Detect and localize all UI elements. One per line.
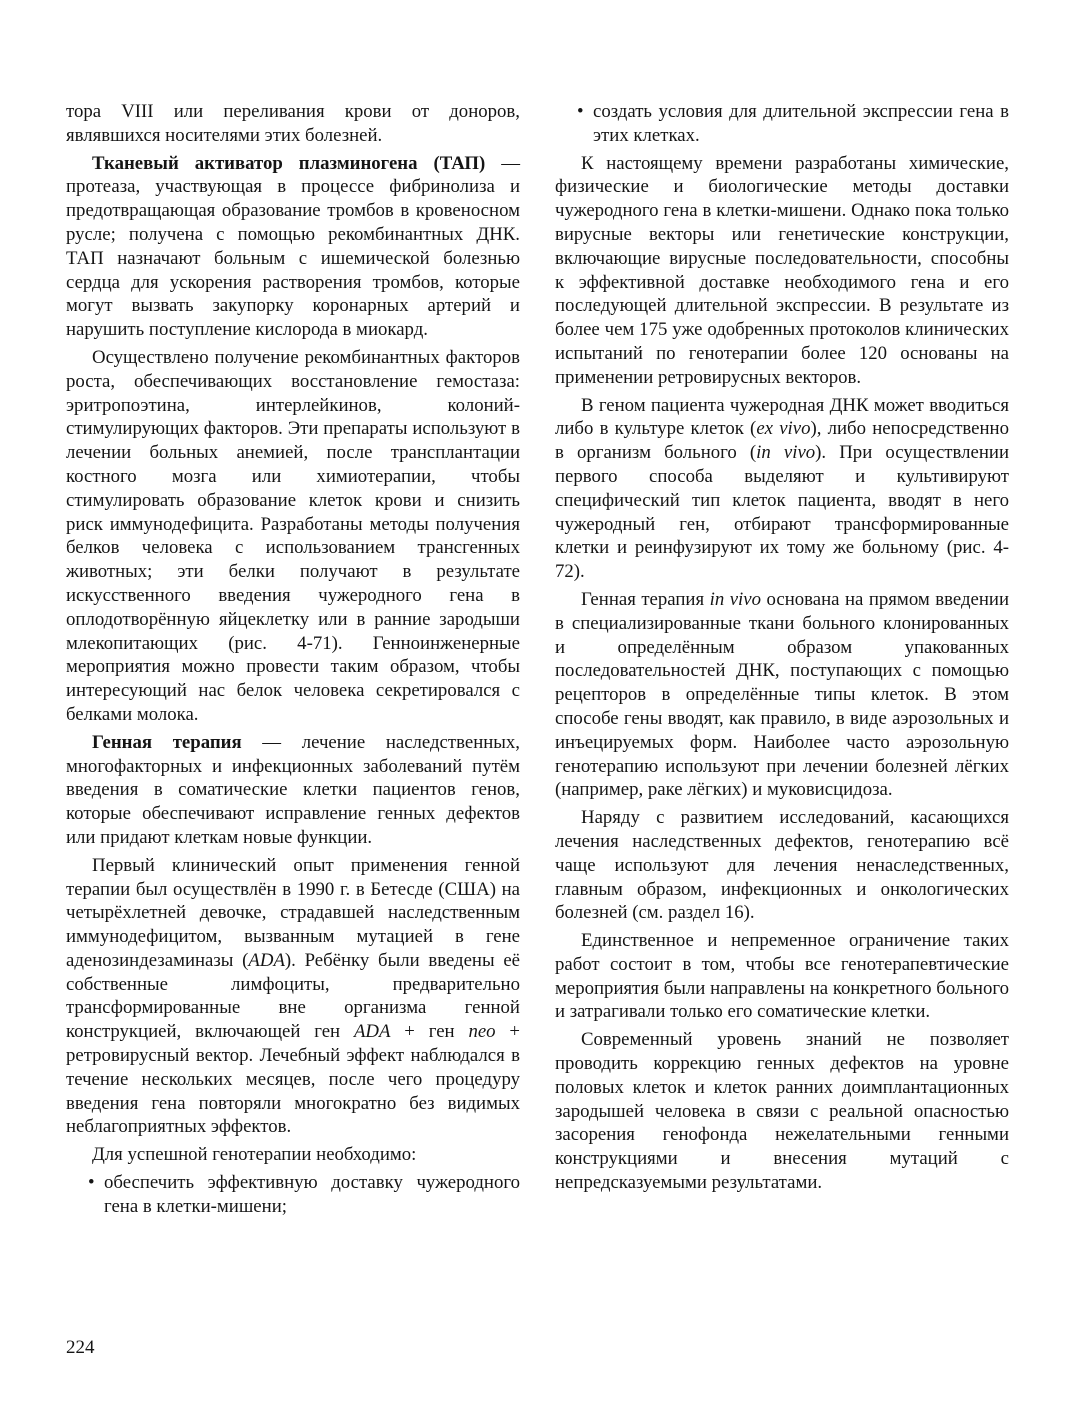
paragraph-delivery-methods: К настоящему времени разработаны химические, физические и биологические методы доставки чужеродного гена в клетки-мишени. Однако пока только вирусные векторы или генетические конструкции, включающие вирусные последовательности, способны к эффективной доставке необходимого гена и его последующей длительной экспрессии. В результате из более чем 175 уже одобренных протоколов клинических испытаний по генотерапии более 120 основаны на применении ретровирусных векторов. <box>555 152 1009 388</box>
list-item <box>66 1171 520 1219</box>
latin-term: ex vivo <box>756 418 811 440</box>
gene-name: ADA <box>353 1021 391 1043</box>
text-run: ). При осуществлении первого способа выделяют и культивируют специфический тип клеток пациента, вводят в него чужеродный ген, отбирают трансформированные клетки и реинфузируют их тому же больному (рис. 4-72). <box>555 442 1009 583</box>
text-run: ). Ребёнку были введены её собственные лимфоциты, предварительно трансформированные вне организма генной конструкцией, включающей ген <box>66 949 520 1043</box>
paragraph-tap <box>66 152 520 342</box>
text-run: основана на прямом введении в специализированные ткани больного клонированных и определённым образом упакованных последовательностей ДНК, поступающих с помощью рецепторов в определённые типы клеток. В этом способе гены вводят, как правило, в виде аэрозольных и инъецируемых форм. Наиболее часто аэрозольную генотерапию используют при лечении болезней лёгких (например, раке лёгких) и муковисцидоза. <box>555 588 1009 801</box>
paragraph-continuation: тора VIII или переливания крови от доноров, являвшихся носителями этих болезней. <box>66 101 520 146</box>
paragraph-ex-vivo <box>555 394 1009 584</box>
paragraph-limitation: Единственное и непременное ограничение таких работ состоит в том, чтобы все генотерапевтические мероприятия были направлены на конкретного больного и затрагивали только его соматические клетки. <box>555 930 1009 1023</box>
page-number: 224 <box>66 1337 95 1358</box>
text-run: + ген <box>390 1021 469 1043</box>
paragraph-first-clinical <box>66 854 520 1140</box>
bullet-icon: • <box>88 1172 95 1194</box>
list-item <box>555 100 1009 148</box>
paragraph-tap-text: — протеаза, участвующая в процессе фибринолиза и предотвращающая образование тромбов в кровеносном русле; получена с помощью рекомбинантных ДНК. ТАП назначают больным с ишемической болезнью сердца для ускорения растворения тромбов, которые могут вызвать закупорку коронарных артерий и нарушить поступление кислорода в миокард. <box>66 152 521 341</box>
latin-term: in vivo <box>709 588 761 610</box>
paragraph-in-vivo <box>555 588 1009 802</box>
text-run: Генная терапия <box>581 588 710 610</box>
gene-name: ADA <box>248 949 285 971</box>
paragraph-non-hereditary: Наряду с развитием исследований, касающихся лечения наследственных дефектов, генотерапию всё чаще используют для лечения ненаследственных, главным образом, инфекционных и онкологических болезней (см. раздел 16). <box>555 807 1009 924</box>
paragraph-current-knowledge: Современный уровень знаний не позволяет проводить коррекцию генных дефектов на уровне половых клеток и клеток ранних доимплантационных зародышей человека в связи с реальной опасностью засорения генофонда нежелательными генными конструкциями и внесения мутаций с непредсказуемыми результатами. <box>555 1029 1009 1194</box>
list-item-text: создать условия для длительной экспрессии гена в этих клетках. <box>593 101 1009 146</box>
term-gene-therapy: Генная терапия <box>92 731 242 753</box>
latin-term: in vivo <box>756 442 816 464</box>
gene-name: neo <box>468 1021 496 1043</box>
right-column <box>555 100 1009 1199</box>
left-column <box>66 100 520 1223</box>
term-tap: Тканевый активатор плазминогена (ТАП) <box>92 152 486 174</box>
text-run: + ретровирусный вектор. Лечебный эффект наблюдался в течение нескольких месяцев, после чего процедуру введения гена повторяли многократно без видимых неблагоприятных эффектов. <box>66 1021 520 1138</box>
paragraph-gene-therapy-text: — лечение наследственных, многофакторных и инфекционных заболеваний путём введения в соматические клетки пациентов генов, которые обеспечивают исправление генных дефектов или придают клеткам новые функции. <box>66 731 521 848</box>
paragraph-growth-factors: Осуществлено получение рекомбинантных факторов роста, обеспечивающих восстановление гемостаза: эритропоэтина, интерлейкинов, колоний-стимулирующих факторов. Эти препараты используют в лечении больных анемией, после трансплантации костного мозга или химиотерапии, чтобы стимулировать образование клеток крови и снизить риск иммунодефицита. Разработаны методы получения белков человека с использованием трансгенных животных; эти белки получают в результате искусственного введения чужеродного гена в оплодотворённую яйцеклетку или в ранние зародыши млекопитающих (рис. 4-71). Генноинженерные мероприятия можно провести таким образом, чтобы интересующий нас белок человека секретировался с белками молока. <box>66 346 520 725</box>
text-run: В геном пациента чужеродная ДНК может вводиться либо в культуре клеток ( <box>555 394 1009 440</box>
bullet-icon: • <box>577 101 584 122</box>
paragraph-gene-therapy <box>66 731 520 850</box>
text-run: ), либо непосредственно в организм больного ( <box>555 418 1009 464</box>
list-item-text: обеспечить эффективную доставку чужеродного гена в клетки-мишени; <box>104 1172 520 1217</box>
paragraph-requirements: Для успешной генотерапии необходимо: <box>92 1144 417 1166</box>
text-run: Первый клинический опыт применения генной терапии был осуществлён в 1990 г. в Бетесде (США) на четырёхлетней девочке, страдавшей наследственным иммунодефицитом, вызванным мутацией в гене аденозиндезаминазы ( <box>66 854 520 971</box>
